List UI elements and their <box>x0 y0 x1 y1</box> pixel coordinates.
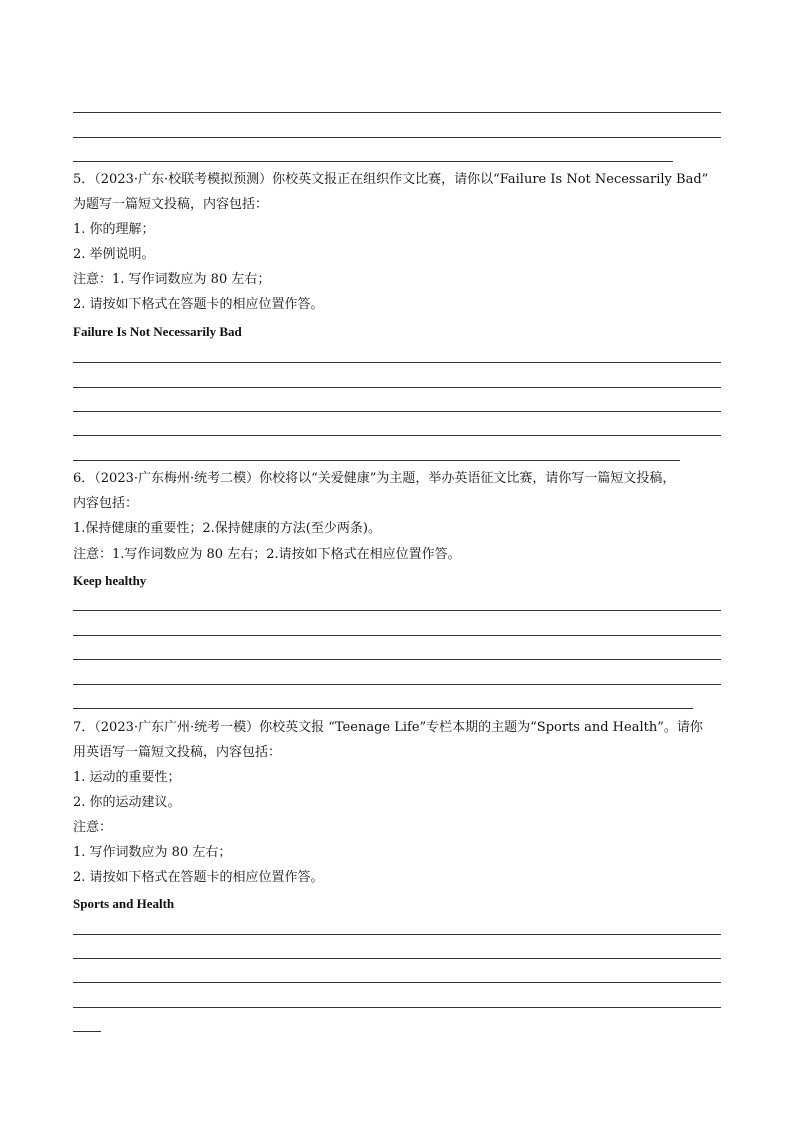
question-5-item-1: 1. 你的理解； <box>73 222 155 237</box>
question-5-intro-line1: 5．（2023·广东·校联考模拟预测）你校英文报正在组织作文比赛，请你以“Failure Is Not Necessarily Bad” <box>73 172 709 187</box>
question-7-note-1: 1. 写作词数应为 80 左右； <box>73 845 232 860</box>
answer-line <box>73 958 721 959</box>
question-7-intro-line2: 用英语写一篇短文投稿，内容包括： <box>73 745 282 760</box>
answer-line <box>73 112 721 113</box>
question-5-essay-title: Failure Is Not Necessarily Bad <box>73 324 242 339</box>
answer-line <box>73 708 693 709</box>
answer-line <box>73 635 721 636</box>
answer-line <box>73 362 721 363</box>
question-7-note-2: 2. 请按如下格式在答题卡的相应位置作答。 <box>73 870 324 885</box>
question-7-essay-title: Sports and Health <box>73 896 175 911</box>
answer-line <box>73 1007 721 1008</box>
answer-line <box>73 411 721 412</box>
answer-line <box>73 137 721 138</box>
question-6-note: 注意：1.写作词数应为 80 左右；2.请按如下格式在相应位置作答。 <box>73 547 461 562</box>
question-6-essay-title: Keep healthy <box>73 573 147 588</box>
answer-line <box>73 435 721 436</box>
answer-line <box>73 161 673 162</box>
answer-line <box>73 982 721 983</box>
question-7-item-1: 1. 运动的重要性； <box>73 770 181 785</box>
answer-line <box>73 659 721 660</box>
question-7-note-label: 注意： <box>73 820 113 835</box>
question-5-note-2: 2. 请按如下格式在答题卡的相应位置作答。 <box>73 297 324 312</box>
question-7-intro-line1: 7．（2023·广东广州·统考一模）你校英文报 “Teenage Life”专栏本期的主题为“Sports and Health”。请你 <box>73 720 703 735</box>
answer-line <box>73 460 680 461</box>
question-6-items: 1.保持健康的重要性；2.保持健康的方法(至少两条)。 <box>73 521 381 536</box>
answer-line-tail <box>73 1031 101 1032</box>
answer-line <box>73 684 721 685</box>
question-6-intro-line1: 6．（2023·广东梅州·统考二模）你校将以“关爱健康”为主题，举办英语征文比赛，请你写一篇短文投稿， <box>73 471 676 486</box>
question-5-item-2: 2. 举例说明。 <box>73 247 155 262</box>
question-6-intro-line2: 内容包括： <box>73 496 139 511</box>
answer-line <box>73 387 721 388</box>
answer-line <box>73 610 721 611</box>
question-5-intro-line2: 为题写一篇短文投稿，内容包括： <box>73 197 269 212</box>
question-7-item-2: 2. 你的运动建议。 <box>73 795 181 810</box>
answer-line <box>73 934 721 935</box>
question-5-note-1: 注意：1. 写作词数应为 80 左右； <box>73 272 271 287</box>
